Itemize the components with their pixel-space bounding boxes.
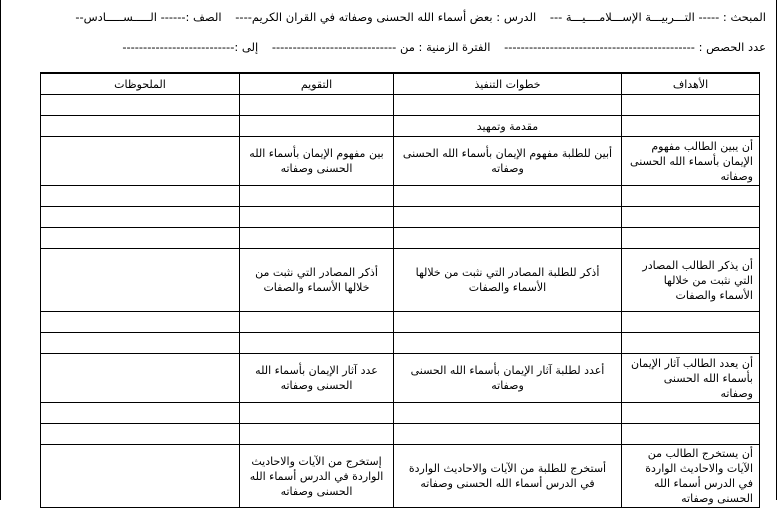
cell bbox=[240, 403, 394, 424]
cell bbox=[240, 228, 394, 249]
step-cell: أذكر للطلبة المصادر التي نثبت من خلالها الأسماء والصفات bbox=[394, 249, 622, 312]
time-to-field: إلى :--------------------------- bbox=[122, 40, 259, 54]
notes-cell bbox=[41, 249, 240, 312]
periods-field: عدد الحصص : ---------------------------------------------- bbox=[504, 40, 766, 54]
cell bbox=[622, 95, 760, 116]
table-row bbox=[41, 207, 760, 228]
step-cell: أعدد لطلبة آثار الإيمان بأسماء الله الحسنى وصفاته bbox=[394, 354, 622, 403]
header-goals: الأهداف bbox=[622, 73, 760, 95]
notes-cell bbox=[41, 445, 240, 508]
table-row bbox=[41, 249, 760, 312]
header-steps: خطوات التنفيذ bbox=[394, 73, 622, 95]
table-row bbox=[41, 445, 760, 508]
cell bbox=[240, 333, 394, 354]
notes-cell bbox=[41, 354, 240, 403]
time-from-field: الفترة الزمنية : من ------------------------------ bbox=[271, 40, 491, 54]
table-row bbox=[41, 95, 760, 116]
cell bbox=[622, 116, 760, 137]
cell bbox=[240, 186, 394, 207]
cell bbox=[41, 207, 240, 228]
table-row bbox=[41, 354, 760, 403]
cell bbox=[622, 403, 760, 424]
cell bbox=[394, 333, 622, 354]
lesson-plan-table bbox=[40, 72, 760, 508]
cell bbox=[394, 95, 622, 116]
table-header-row bbox=[41, 73, 760, 95]
cell bbox=[41, 186, 240, 207]
goal-cell: أن يذكر الطالب المصادر التي نثبت من خلالها الأسماء والصفات bbox=[622, 249, 760, 312]
subject-field: المبحث : ----- التـــربيـــة الإســـلامــــيـــة --- bbox=[549, 10, 766, 24]
cell bbox=[394, 312, 622, 333]
intro-cell: مقدمة وتمهيد bbox=[394, 116, 622, 137]
table-row bbox=[41, 424, 760, 445]
cell bbox=[622, 424, 760, 445]
grade-field: الصف :------ الـــــســـــادس-- bbox=[75, 10, 222, 24]
goal-cell: أن يبين الطالب مفهوم الإيمان بأسماء الله الحسنى وصفاته bbox=[622, 137, 760, 186]
evaluation-cell: أذكر المصادر التي نثبت من خلالها الأسماء والصفات bbox=[240, 249, 394, 312]
table-row bbox=[41, 333, 760, 354]
table-row bbox=[41, 116, 760, 137]
cell bbox=[394, 424, 622, 445]
cell bbox=[41, 95, 240, 116]
header-line-1 bbox=[65, 10, 766, 24]
cell bbox=[622, 228, 760, 249]
cell bbox=[622, 312, 760, 333]
cell bbox=[394, 207, 622, 228]
header-evaluation: التقويم bbox=[240, 73, 394, 95]
table-row bbox=[41, 137, 760, 186]
cell bbox=[240, 95, 394, 116]
header-notes: الملحوظات bbox=[41, 73, 240, 95]
cell bbox=[240, 207, 394, 228]
table-row bbox=[41, 312, 760, 333]
cell bbox=[240, 116, 394, 137]
cell bbox=[41, 403, 240, 424]
goal-cell: أن يعدد الطالب آثار الإيمان بأسماء الله الحسنى وصفاته bbox=[622, 354, 760, 403]
cell bbox=[394, 228, 622, 249]
goal-cell: أن يستخرج الطالب من الآيات والاحاديث الواردة في الدرس أسماء الله الحسنى وصفاته bbox=[622, 445, 760, 508]
cell bbox=[41, 424, 240, 445]
table-row bbox=[41, 403, 760, 424]
cell bbox=[622, 333, 760, 354]
cell bbox=[394, 403, 622, 424]
evaluation-cell: بين مفهوم الإيمان بأسماء الله الحسنى وصفاته bbox=[240, 137, 394, 186]
lesson-field: الدرس : بعض أسماء الله الحسنى وصفاته في القران الكريم---- bbox=[235, 10, 537, 24]
cell bbox=[394, 186, 622, 207]
cell bbox=[240, 312, 394, 333]
table-row bbox=[41, 186, 760, 207]
evaluation-cell: إستخرج من الآيات والاحاديث الواردة في الدرس أسماء الله الحسنى وصفاته bbox=[240, 445, 394, 508]
notes-cell bbox=[41, 137, 240, 186]
cell bbox=[622, 186, 760, 207]
cell bbox=[41, 312, 240, 333]
header-line-2 bbox=[112, 40, 766, 54]
cell bbox=[622, 207, 760, 228]
cell bbox=[41, 333, 240, 354]
evaluation-cell: عدد آثار الإيمان بأسماء الله الحسنى وصفاته bbox=[240, 354, 394, 403]
cell bbox=[240, 424, 394, 445]
step-cell: أستخرج للطلبة من الآيات والاحاديث الواردة في الدرس أسماء الله الحسنى وصفاته bbox=[394, 445, 622, 508]
cell bbox=[41, 116, 240, 137]
cell bbox=[41, 228, 240, 249]
table-row bbox=[41, 228, 760, 249]
step-cell: أبين للطلبة مفهوم الإيمان بأسماء الله الحسنى وصفاته bbox=[394, 137, 622, 186]
